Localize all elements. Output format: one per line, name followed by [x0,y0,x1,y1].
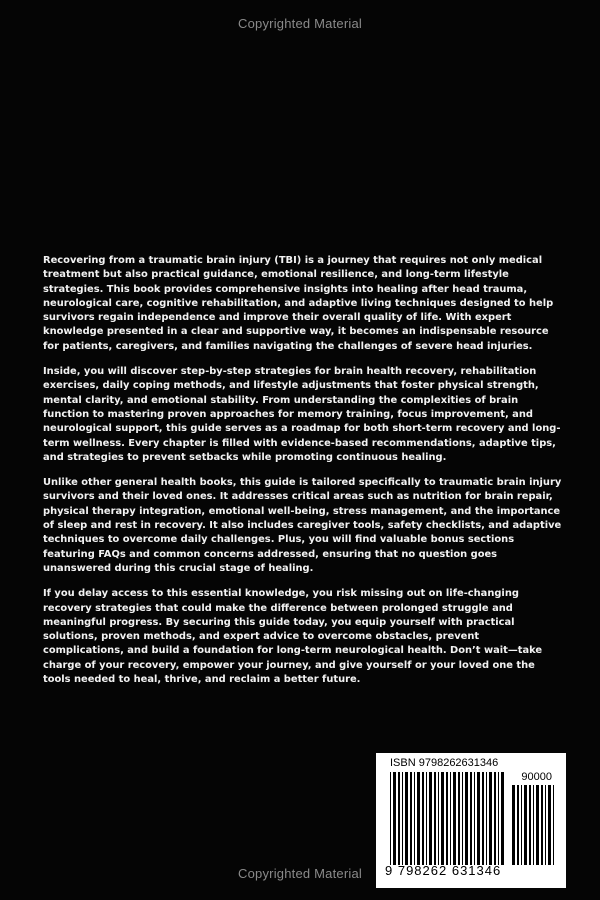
blurb-paragraph-2: Inside, you will discover step-by-step strategies for brain health recovery, rehabilitation exercises, daily coping methods, and lifestyle adjustments that foster physical strength, mental clarity, and emotional stability. From understanding the complexities of brain function to mastering proven approaches for memory training, focus improvement, and neurological support, this guide serves as a roadmap for both short-term recovery and long-term wellness. Every chapter is filled with evidence-based recommendations, adaptive tips, and strategies to prevent setbacks while promoting continuous healing. [43,366,561,463]
price-code: 90000 [521,771,552,783]
watermark-top: Copyrighted Material [238,16,362,31]
isbn-label: ISBN 9798262631346 [390,757,499,769]
watermark-bottom: Copyrighted Material [238,866,362,881]
blurb-paragraph-3: Unlike other general health books, this guide is tailored specifically to traumatic brain injury survivors and their loved ones. It addresses critical areas such as nutrition for brain repair, physical therapy integration, emotional well-being, stress management, and the importance of sleep and rest in recovery. It also includes caregiver tools, safety checklists, and adaptive techniques to overcome daily challenges. Plus, you will find valuable bonus sections featuring FAQs and common concerns addressed, ensuring that no question goes unanswered during this crucial stage of healing. [43,477,562,574]
blurb-paragraph-1: Recovering from a traumatic brain injury (TBI) is a journey that requires not only medical treatment but also practical guidance, emotional resilience, and long-term lifestyle strategies. This book provides comprehensive insights into healing after head trauma, neurological care, cognitive rehabilitation, and adaptive living techniques designed to help survivors regain independence and improve their overall quality of life. With expert knowledge presented in a clear and supportive way, it becomes an indispensable resource for patients, caregivers, and families navigating the challenges of severe head injuries. [43,255,554,352]
barcode-digits: 9 798262 631346 [385,863,502,878]
blurb-paragraph-4: If you delay access to this essential knowledge, you risk missing out on life-changing recovery strategies that could make the difference between prolonged struggle and meaningful progress. By securing this guide today, you equip yourself with practical solutions, proven methods, and expert advice to overcome obstacles, prevent complications, and build a foundation for long-term neurological health. Don’t wait—take charge of your recovery, empower your journey, and give yourself or your loved one the tools needed to heal, thrive, and reclaim a better future. [43,588,543,686]
blurb-text [43,254,563,698]
